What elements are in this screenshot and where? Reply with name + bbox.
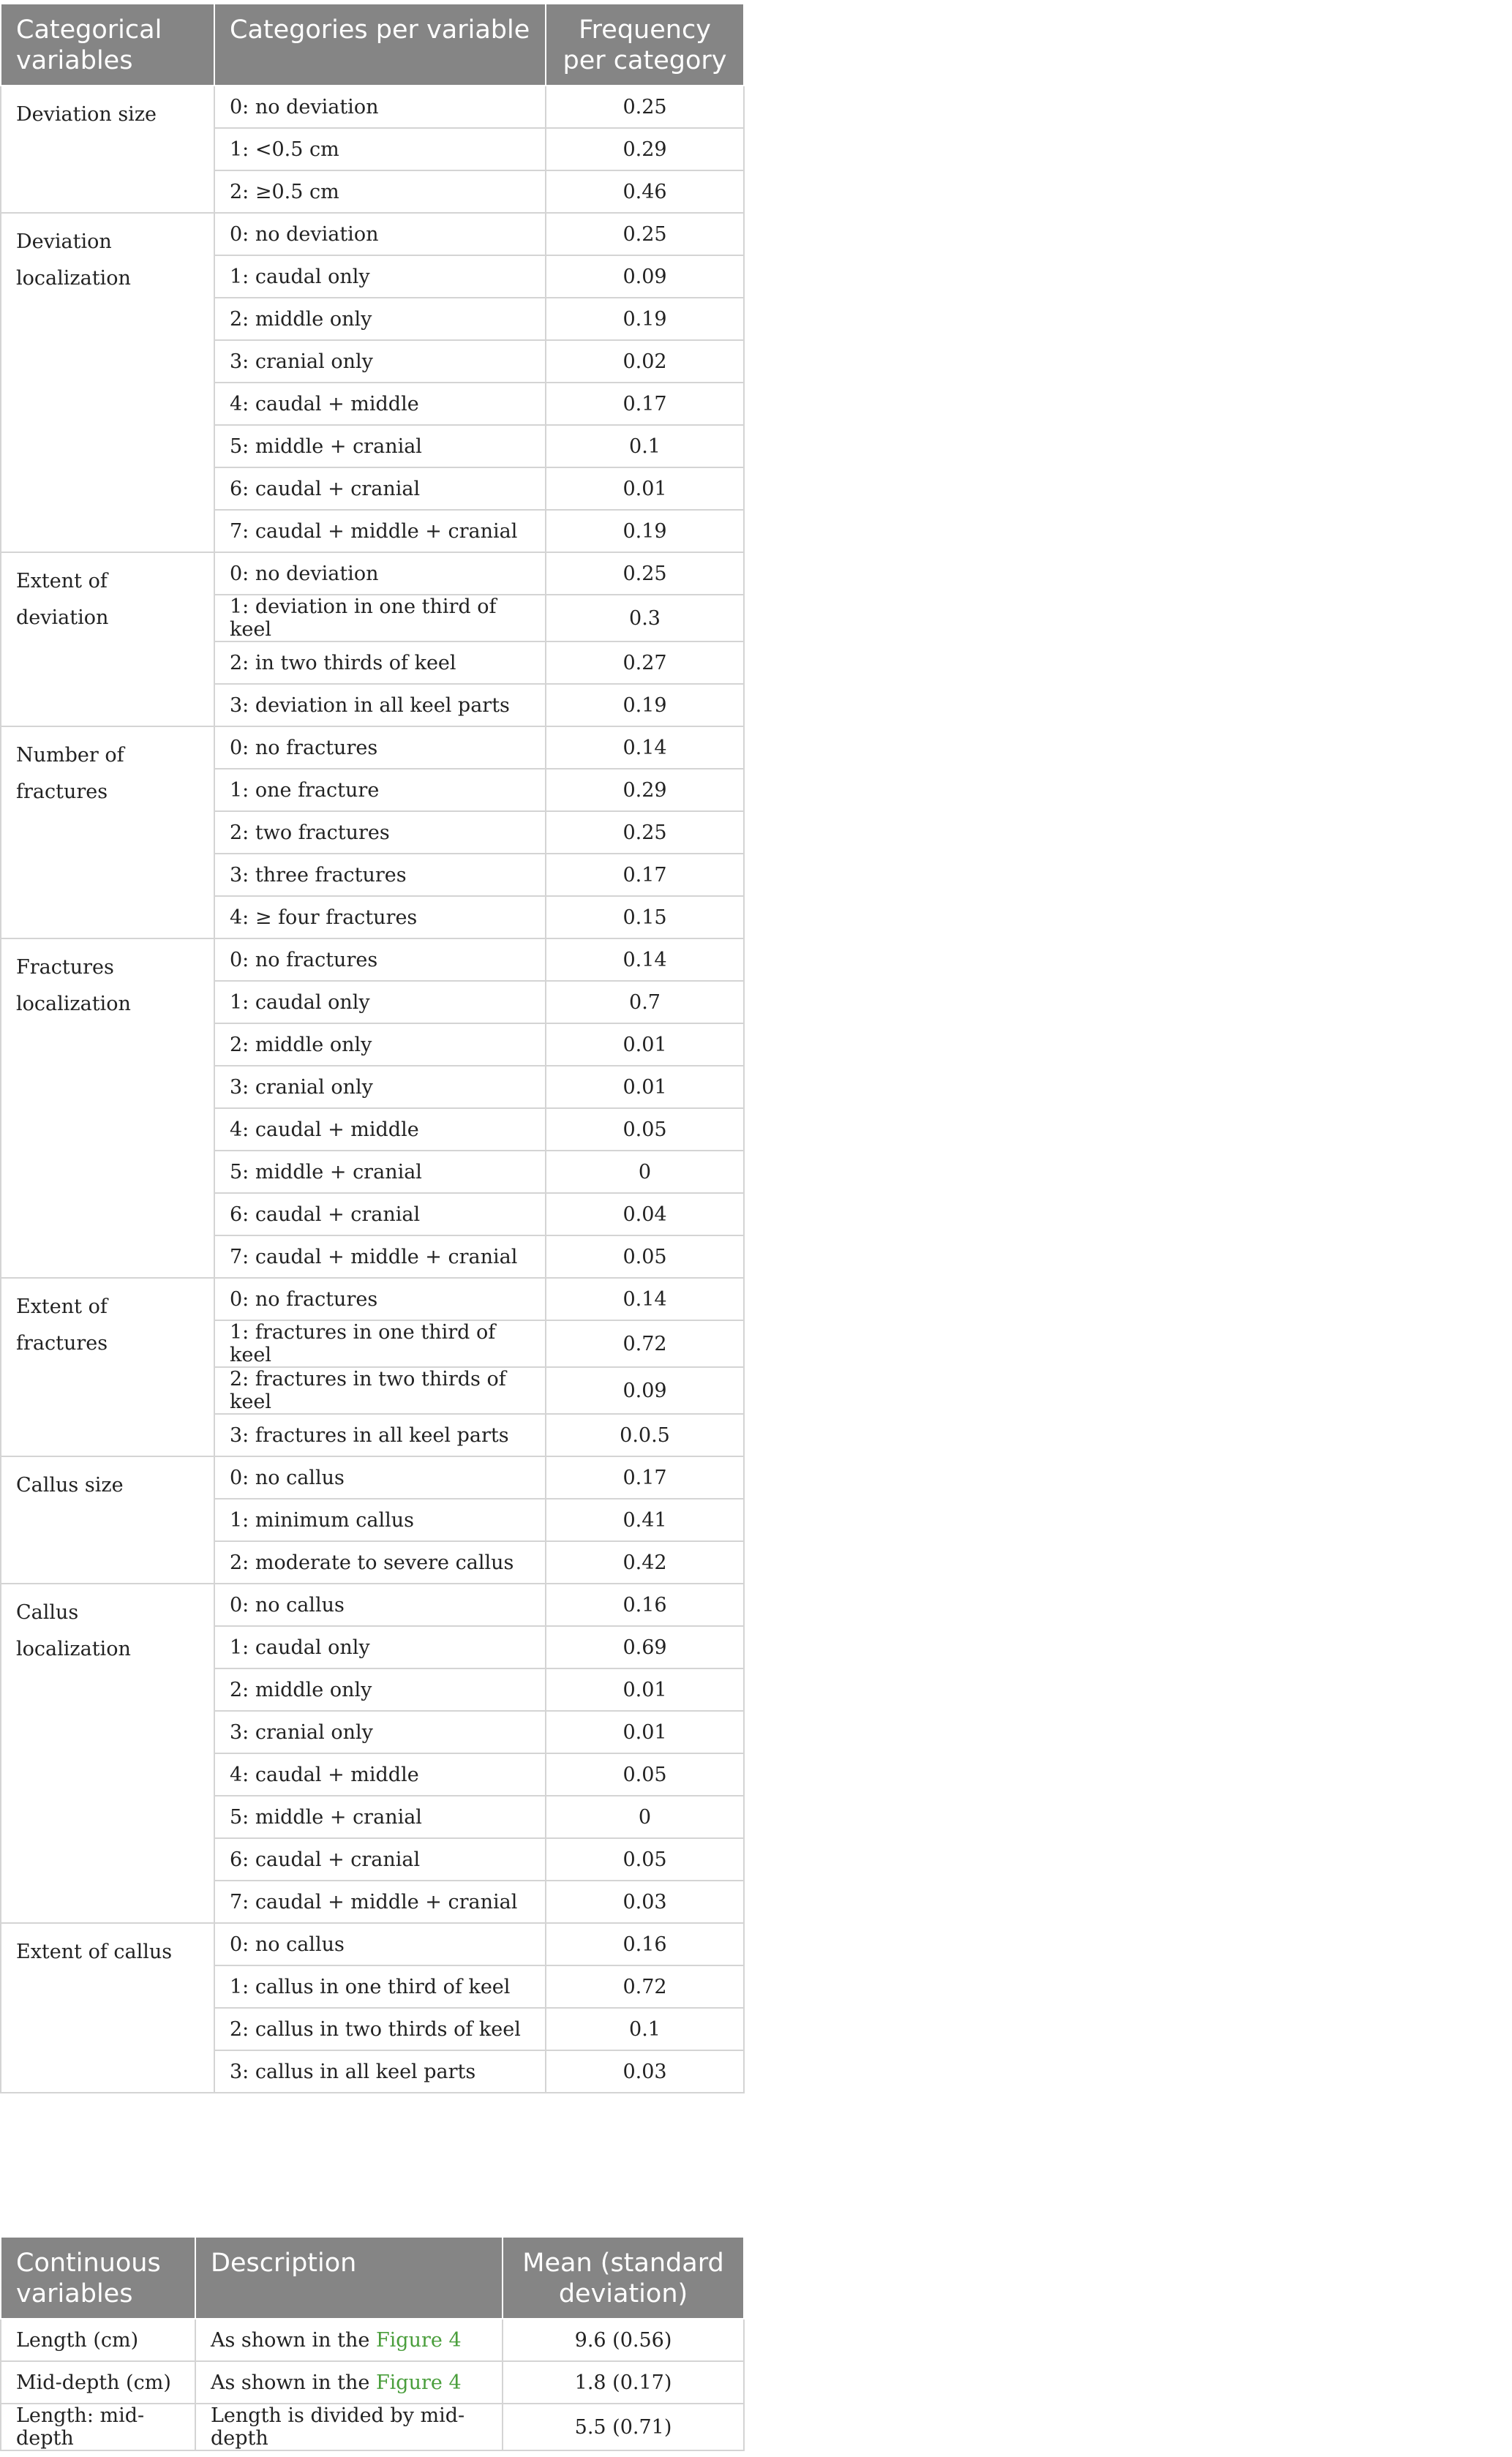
category-cell: 0: no fractures	[214, 726, 546, 769]
header-continuous-variables: Continuous variables	[1, 2237, 195, 2319]
category-cell: 3: cranial only	[214, 1711, 546, 1753]
frequency-cell: 0.16	[546, 1923, 744, 1965]
category-cell: 7: caudal + middle + cranial	[214, 1235, 546, 1278]
variable-name-cell: Mid-depth (cm)	[1, 2361, 195, 2404]
category-cell: 7: caudal + middle + cranial	[214, 1881, 546, 1923]
frequency-cell: 0.14	[546, 1278, 744, 1320]
frequency-cell: 0.15	[546, 896, 744, 938]
frequency-cell: 0.25	[546, 811, 744, 854]
category-cell: 5: middle + cranial	[214, 425, 546, 467]
table-header-row	[1, 2237, 744, 2319]
category-cell: 4: ≥ four fractures	[214, 896, 546, 938]
header-description: Description	[195, 2237, 503, 2319]
category-cell: 4: caudal + middle	[214, 1108, 546, 1151]
variable-name-cell: Extent of deviation	[1, 552, 214, 726]
category-cell: 2: middle only	[214, 298, 546, 340]
frequency-cell: 0.03	[546, 2050, 744, 2093]
category-cell: 1: caudal only	[214, 981, 546, 1023]
table-row	[1, 1923, 744, 1965]
frequency-cell: 0.42	[546, 1541, 744, 1584]
frequency-cell: 0.19	[546, 510, 744, 552]
frequency-cell: 0.03	[546, 1881, 744, 1923]
frequency-cell: 0.01	[546, 467, 744, 510]
table-row	[1, 1278, 744, 1320]
category-cell: 5: middle + cranial	[214, 1796, 546, 1838]
category-cell: 2: moderate to severe callus	[214, 1541, 546, 1584]
frequency-cell: 0.69	[546, 1626, 744, 1668]
frequency-cell: 0.3	[546, 595, 744, 641]
category-cell: 3: fractures in all keel parts	[214, 1414, 546, 1456]
categorical-variables-table	[0, 3, 745, 2093]
category-cell: 0: no callus	[214, 1923, 546, 1965]
category-cell: 7: caudal + middle + cranial	[214, 510, 546, 552]
description-text: As shown in the	[211, 2371, 376, 2394]
frequency-cell: 0.25	[546, 552, 744, 595]
frequency-cell: 0.14	[546, 726, 744, 769]
category-cell: 2: two fractures	[214, 811, 546, 854]
table-row	[1, 938, 744, 981]
table-row	[1, 2319, 744, 2361]
frequency-cell: 0.41	[546, 1499, 744, 1541]
header-categorical-variables: Categorical variables	[1, 4, 214, 86]
variable-name-cell: Extent of callus	[1, 1923, 214, 2093]
category-cell: 1: deviation in one third of keel	[214, 595, 546, 641]
frequency-cell: 0	[546, 1151, 744, 1193]
category-cell: 0: no callus	[214, 1584, 546, 1626]
category-cell: 0: no deviation	[214, 86, 546, 128]
category-cell: 1: caudal only	[214, 255, 546, 298]
description-cell	[195, 2319, 503, 2361]
frequency-cell: 0.46	[546, 170, 744, 213]
frequency-cell: 0.25	[546, 213, 744, 255]
frequency-cell: 0.0.5	[546, 1414, 744, 1456]
category-cell: 1: fractures in one third of keel	[214, 1320, 546, 1367]
variable-name-cell: Deviation size	[1, 86, 214, 213]
frequency-cell: 0.19	[546, 298, 744, 340]
variable-name-cell: Number of fractures	[1, 726, 214, 938]
frequency-cell: 0.29	[546, 769, 744, 811]
category-cell: 6: caudal + cranial	[214, 1193, 546, 1235]
frequency-cell: 0.1	[546, 2008, 744, 2050]
category-cell: 3: cranial only	[214, 1066, 546, 1108]
variable-name-cell: Extent of fractures	[1, 1278, 214, 1456]
frequency-cell: 0.01	[546, 1668, 744, 1711]
category-cell: 4: caudal + middle	[214, 1753, 546, 1796]
frequency-cell: 0.02	[546, 340, 744, 383]
frequency-cell: 0.01	[546, 1711, 744, 1753]
frequency-cell: 0.05	[546, 1235, 744, 1278]
category-cell: 1: caudal only	[214, 1626, 546, 1668]
frequency-cell: 0	[546, 1796, 744, 1838]
frequency-cell: 0.25	[546, 86, 744, 128]
category-cell: 3: callus in all keel parts	[214, 2050, 546, 2093]
category-cell: 5: middle + cranial	[214, 1151, 546, 1193]
category-cell: 2: ≥0.5 cm	[214, 170, 546, 213]
category-cell: 4: caudal + middle	[214, 383, 546, 425]
category-cell: 0: no deviation	[214, 213, 546, 255]
frequency-cell: 0.16	[546, 1584, 744, 1626]
category-cell: 2: fractures in two thirds of keel	[214, 1367, 546, 1414]
frequency-cell: 0.19	[546, 684, 744, 726]
mean-sd-cell: 9.6 (0.56)	[503, 2319, 744, 2361]
category-cell: 0: no fractures	[214, 1278, 546, 1320]
category-cell: 6: caudal + cranial	[214, 1838, 546, 1881]
table-row	[1, 726, 744, 769]
frequency-cell: 0.72	[546, 1320, 744, 1367]
variable-name-cell: Length: mid-depth	[1, 2404, 195, 2450]
table-row	[1, 86, 744, 128]
category-cell: 2: callus in two thirds of keel	[214, 2008, 546, 2050]
category-cell: 3: three fractures	[214, 854, 546, 896]
header-mean-sd: Mean (standard deviation)	[503, 2237, 744, 2319]
mean-sd-cell: 5.5 (0.71)	[503, 2404, 744, 2450]
frequency-cell: 0.27	[546, 641, 744, 684]
frequency-cell: 0.17	[546, 854, 744, 896]
variable-name-cell: Fractures localization	[1, 938, 214, 1278]
table-row	[1, 1584, 744, 1626]
frequency-cell: 0.17	[546, 1456, 744, 1499]
frequency-cell: 0.14	[546, 938, 744, 981]
frequency-cell: 0.05	[546, 1753, 744, 1796]
continuous-variables-table	[0, 2236, 745, 2451]
category-cell: 6: caudal + cranial	[214, 467, 546, 510]
mean-sd-cell: 1.8 (0.17)	[503, 2361, 744, 2404]
header-frequency-per-category: Frequency per category	[546, 4, 744, 86]
description-text: As shown in the	[211, 2328, 376, 2352]
table-header-row	[1, 4, 744, 86]
frequency-cell: 0.7	[546, 981, 744, 1023]
category-cell: 3: deviation in all keel parts	[214, 684, 546, 726]
category-cell: 3: cranial only	[214, 340, 546, 383]
table-row	[1, 2361, 744, 2404]
category-cell: 0: no deviation	[214, 552, 546, 595]
frequency-cell: 0.05	[546, 1838, 744, 1881]
description-cell	[195, 2404, 503, 2450]
frequency-cell: 0.17	[546, 383, 744, 425]
category-cell: 1: callus in one third of keel	[214, 1965, 546, 2008]
frequency-cell: 0.72	[546, 1965, 744, 2008]
category-cell: 1: <0.5 cm	[214, 128, 546, 170]
category-cell: 2: in two thirds of keel	[214, 641, 546, 684]
frequency-cell: 0.01	[546, 1023, 744, 1066]
frequency-cell: 0.04	[546, 1193, 744, 1235]
frequency-cell: 0.05	[546, 1108, 744, 1151]
table-row	[1, 213, 744, 255]
description-cell	[195, 2361, 503, 2404]
figure-4-link[interactable]: Figure 4	[375, 2328, 462, 2352]
figure-4-link[interactable]: Figure 4	[375, 2371, 462, 2394]
category-cell: 2: middle only	[214, 1023, 546, 1066]
description-text: Length is divided by mid-depth	[211, 2404, 465, 2450]
category-cell: 1: one fracture	[214, 769, 546, 811]
table-row	[1, 552, 744, 595]
variable-name-cell: Length (cm)	[1, 2319, 195, 2361]
category-cell: 2: middle only	[214, 1668, 546, 1711]
frequency-cell: 0.1	[546, 425, 744, 467]
category-cell: 0: no fractures	[214, 938, 546, 981]
table-row	[1, 2404, 744, 2450]
frequency-cell: 0.09	[546, 1367, 744, 1414]
table-row	[1, 1456, 744, 1499]
category-cell: 1: minimum callus	[214, 1499, 546, 1541]
category-cell: 0: no callus	[214, 1456, 546, 1499]
header-categories-per-variable: Categories per variable	[214, 4, 546, 86]
frequency-cell: 0.29	[546, 128, 744, 170]
frequency-cell: 0.09	[546, 255, 744, 298]
variable-name-cell: Deviation localization	[1, 213, 214, 552]
variable-name-cell: Callus localization	[1, 1584, 214, 1923]
frequency-cell: 0.01	[546, 1066, 744, 1108]
variable-name-cell: Callus size	[1, 1456, 214, 1584]
